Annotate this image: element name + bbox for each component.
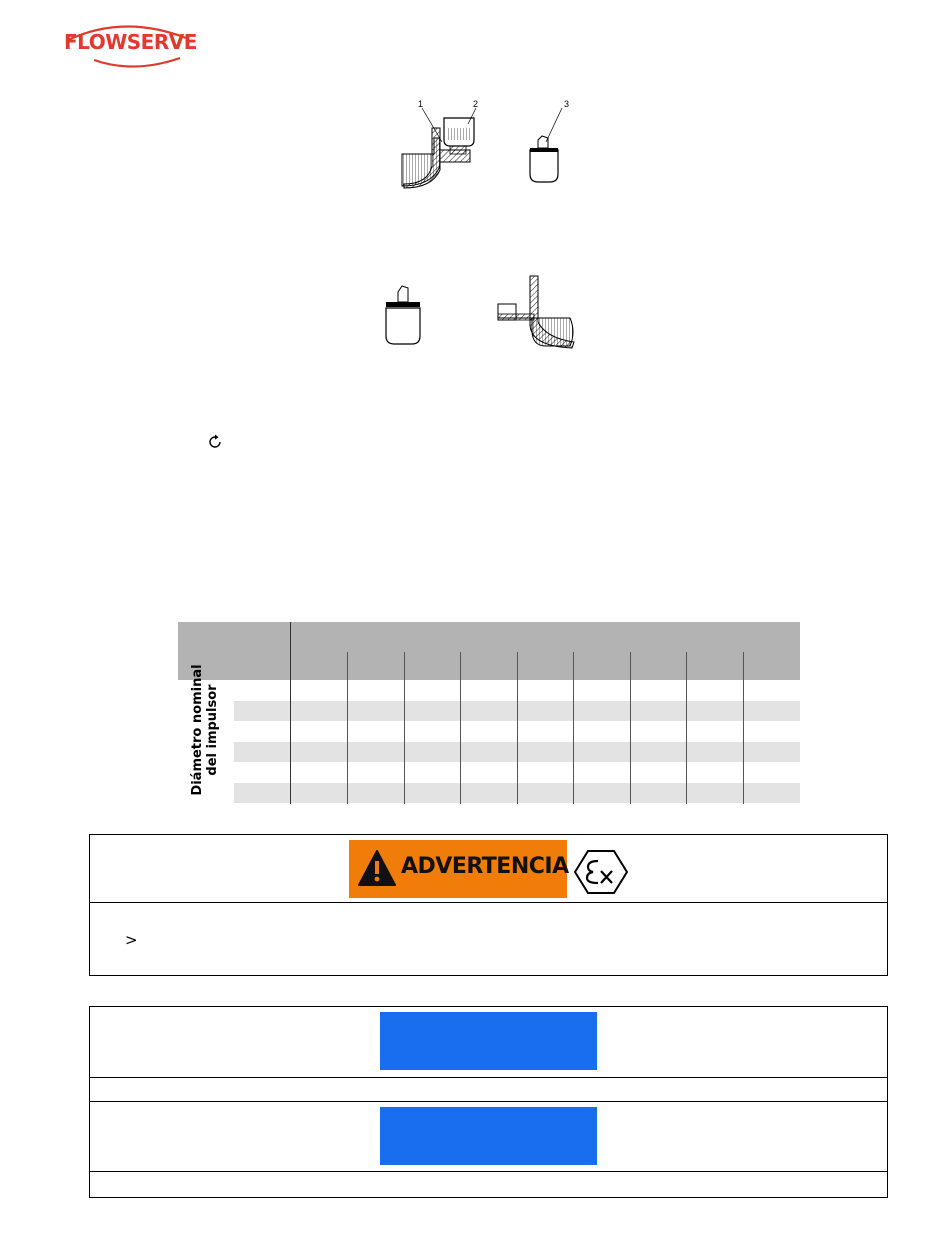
assembled-figure [380, 272, 590, 352]
table-col-divider [404, 652, 405, 804]
callout-2: 2 [473, 99, 479, 109]
row-header-line-1: Diámetro nominal [190, 664, 205, 796]
warning-box [89, 834, 888, 976]
note-divider [90, 1101, 887, 1102]
table-col-divider [347, 652, 348, 804]
warning-badge-label: ADVERTENCIA [401, 854, 569, 879]
callout-1: 1 [418, 99, 424, 109]
table-col-divider [517, 652, 518, 804]
callout-3: 3 [564, 99, 570, 109]
note-badge-2 [380, 1107, 597, 1165]
table-col-divider [290, 622, 291, 804]
flowserve-logo [64, 22, 197, 70]
note-badge-1 [380, 1012, 597, 1070]
table-col-divider [743, 652, 744, 804]
table-header [178, 622, 800, 680]
notes-box [89, 1006, 888, 1198]
note-divider [90, 1171, 887, 1172]
table-col-divider [460, 652, 461, 804]
table-col-divider [630, 652, 631, 804]
impeller-table [178, 622, 800, 804]
logo-text: FLOWSERVE [64, 30, 197, 54]
warning-divider [90, 902, 887, 903]
warning-badge [349, 840, 567, 898]
table-col-divider [686, 652, 687, 804]
table-row-header-label [190, 660, 220, 800]
warning-triangle-icon [357, 849, 397, 887]
top-assembly-figure [388, 98, 578, 190]
note-divider [90, 1077, 887, 1078]
chevron-right-icon: > [125, 931, 138, 949]
row-header-line-2: del impulsor [205, 684, 220, 776]
atex-ex-icon [574, 849, 628, 895]
table-col-divider [573, 652, 574, 804]
rotate-clockwise-icon [206, 433, 224, 451]
